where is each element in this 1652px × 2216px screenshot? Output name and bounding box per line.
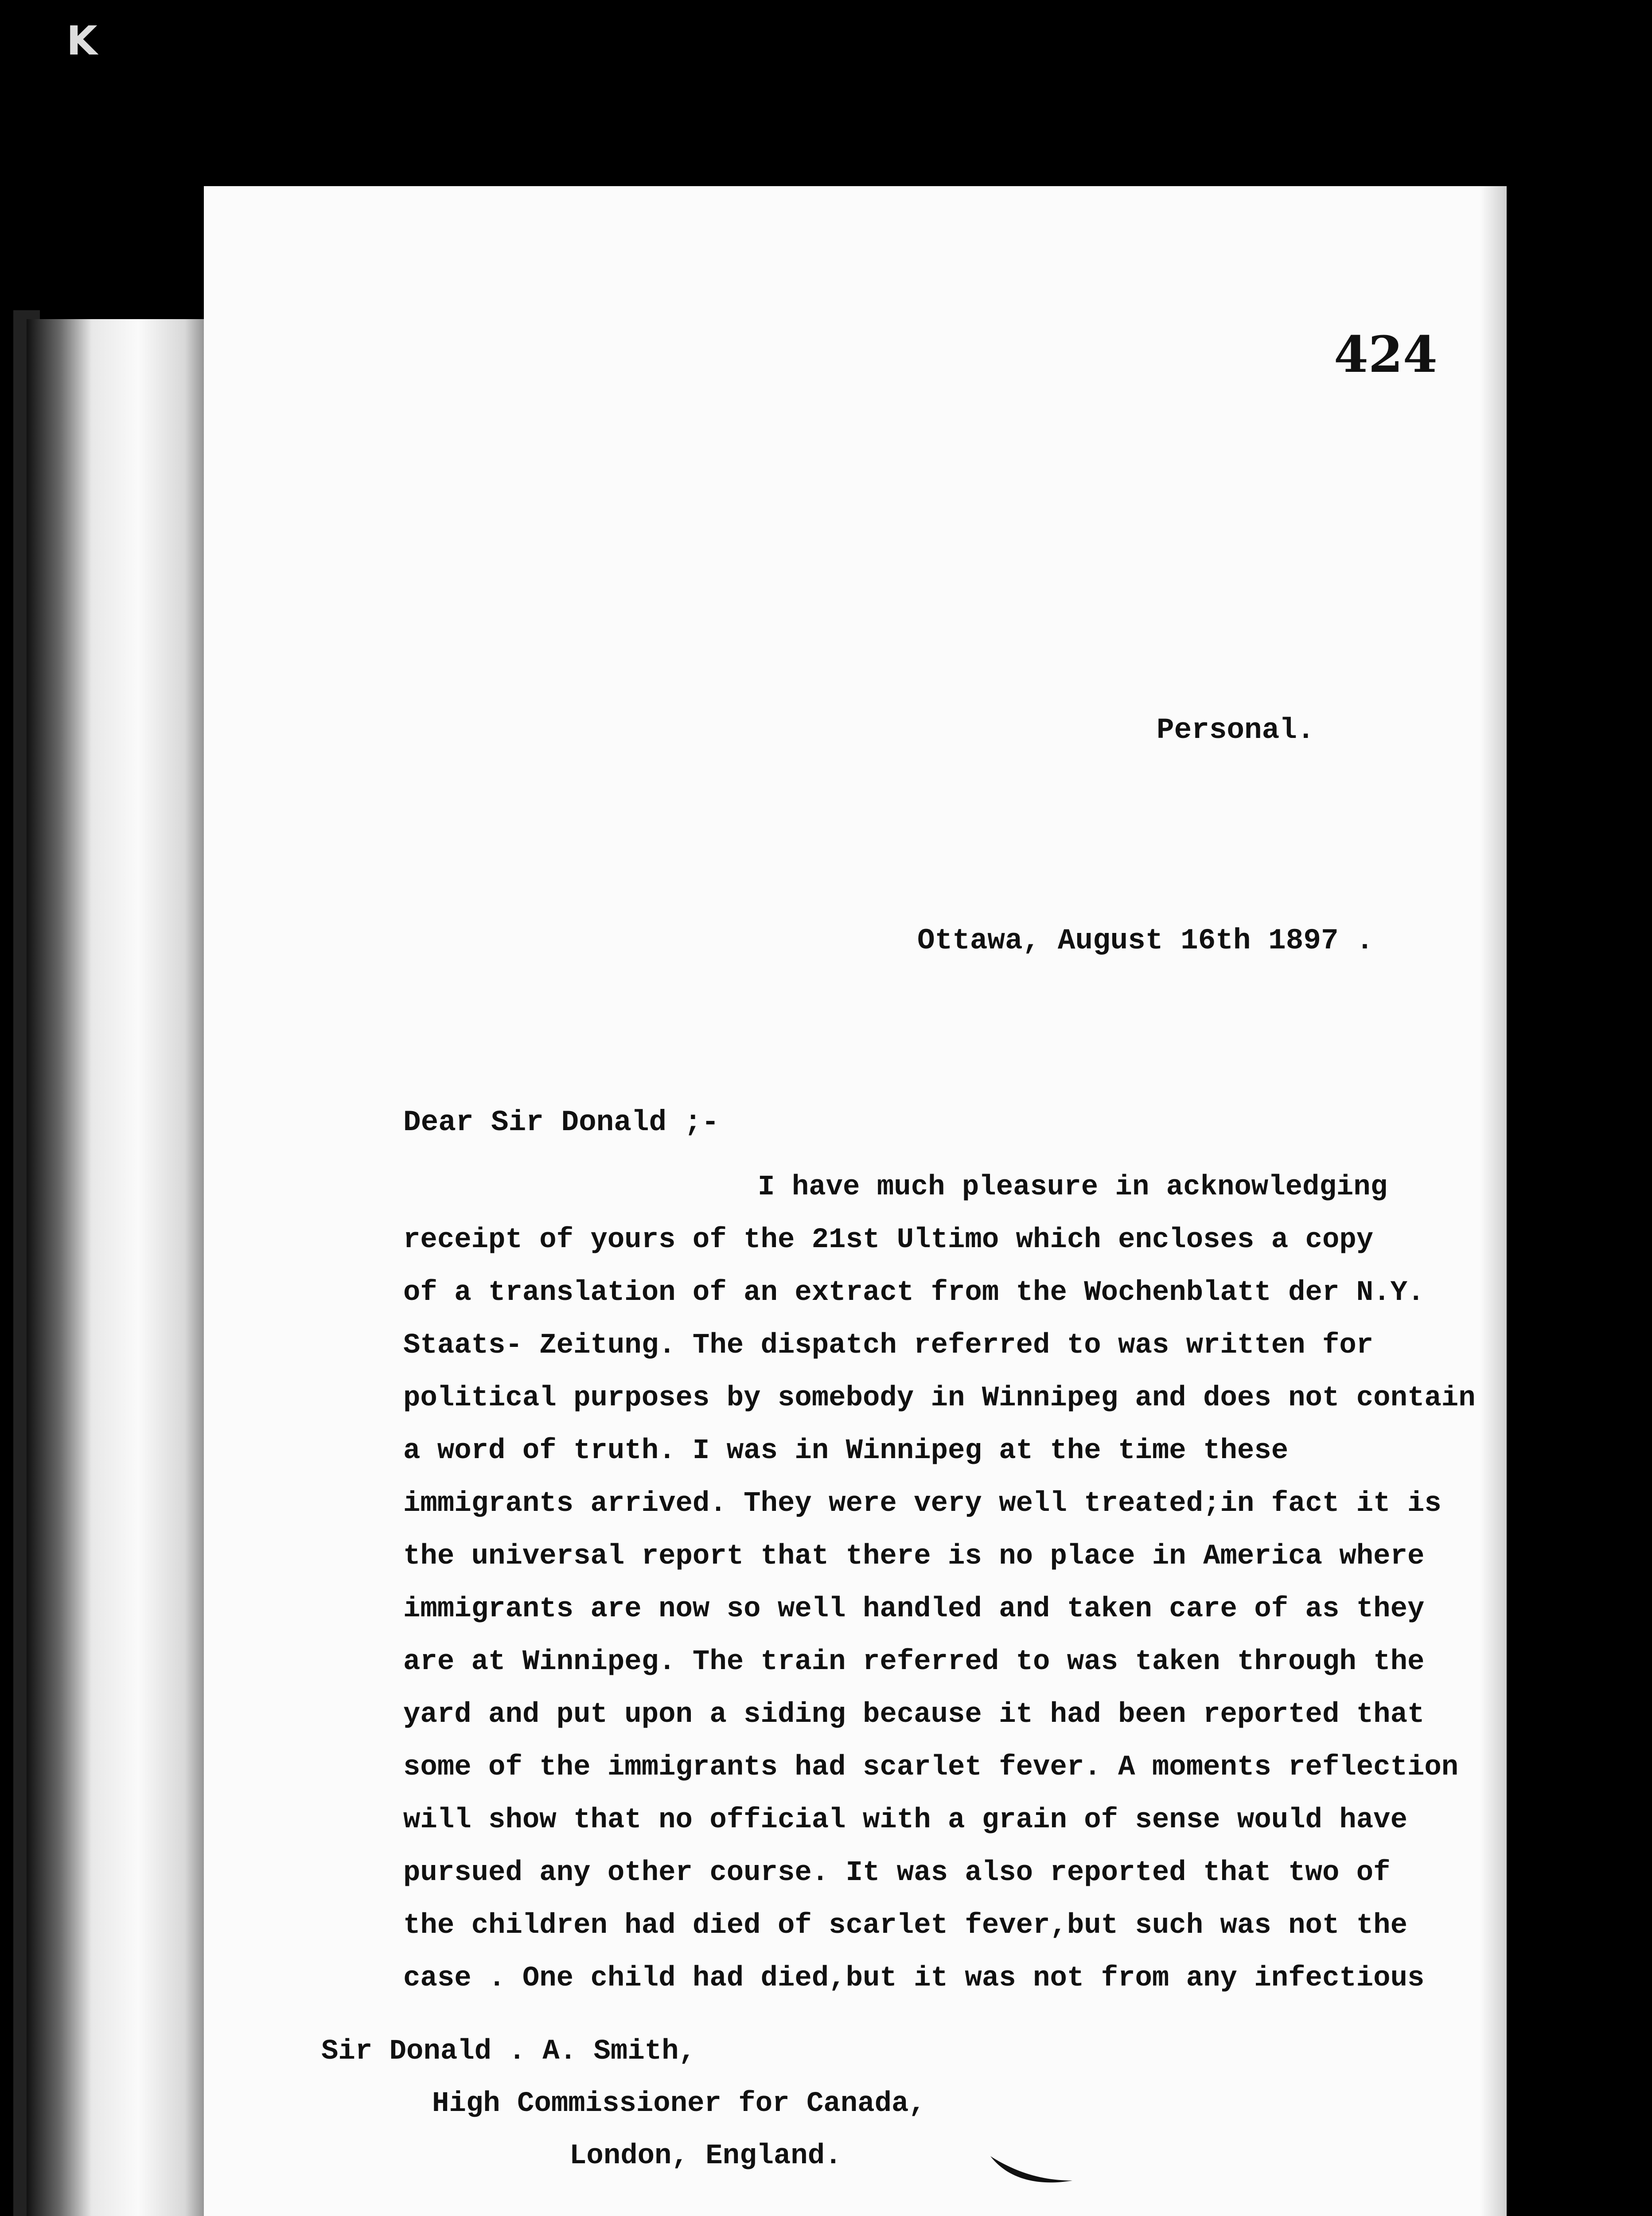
recipient-title: High Commissioner for Canada, (432, 2088, 926, 2120)
body-line: a word of truth. I was in Winnipeg at the time these (403, 1435, 1289, 1467)
page-number: 424 (1334, 326, 1438, 384)
body-line: immigrants arrived. They were very well treated;in fact it is (403, 1488, 1442, 1520)
body-line: the children had died of scarlet fever,but such was not the (403, 1910, 1407, 1942)
body-line: case . One child had died,but it was not from any infectious (403, 1962, 1425, 1994)
body-line: political purposes by somebody in Winnipeg and does not contain (403, 1382, 1476, 1414)
body-line: yard and put upon a siding because it had been reported that (403, 1699, 1425, 1731)
recipient-address (321, 2025, 926, 2182)
body-line: receipt of yours of the 21st Ultimo which encloses a copy (403, 1224, 1374, 1256)
letter-body (403, 1161, 1476, 2005)
body-line: I have much pleasure in acknowledging (758, 1171, 1388, 1203)
body-line: Staats- Zeitung. The dispatch referred to was written for (403, 1330, 1374, 1362)
body-line: the universal report that there is no place in America where (403, 1541, 1425, 1572)
body-line: will show that no official with a grain of sense would have (403, 1804, 1407, 1836)
personal-marking: Personal. (1157, 714, 1315, 747)
body-line: immigrants are now so well handled and taken care of as they (403, 1593, 1425, 1625)
recipient-name: Sir Donald . A. Smith, (321, 2036, 696, 2068)
film-corner-mark: K (66, 18, 97, 64)
dateline: Ottawa, August 16th 1897 . (917, 924, 1374, 957)
ink-stroke-mark (988, 2154, 1077, 2189)
body-line: pursued any other course. It was also reported that two of (403, 1857, 1391, 1889)
salutation: Dear Sir Donald ;- (403, 1106, 719, 1139)
body-line: are at Winnipeg. The train referred to was taken through the (403, 1646, 1425, 1678)
binding-strip (27, 319, 213, 2216)
page-edge (1480, 186, 1507, 2216)
body-line: of a translation of an extract from the Wochenblatt der N.Y. (403, 1277, 1425, 1309)
recipient-location: London, England. (569, 2140, 842, 2172)
body-line: some of the immigrants had scarlet fever. A moments reflection (403, 1752, 1459, 1783)
